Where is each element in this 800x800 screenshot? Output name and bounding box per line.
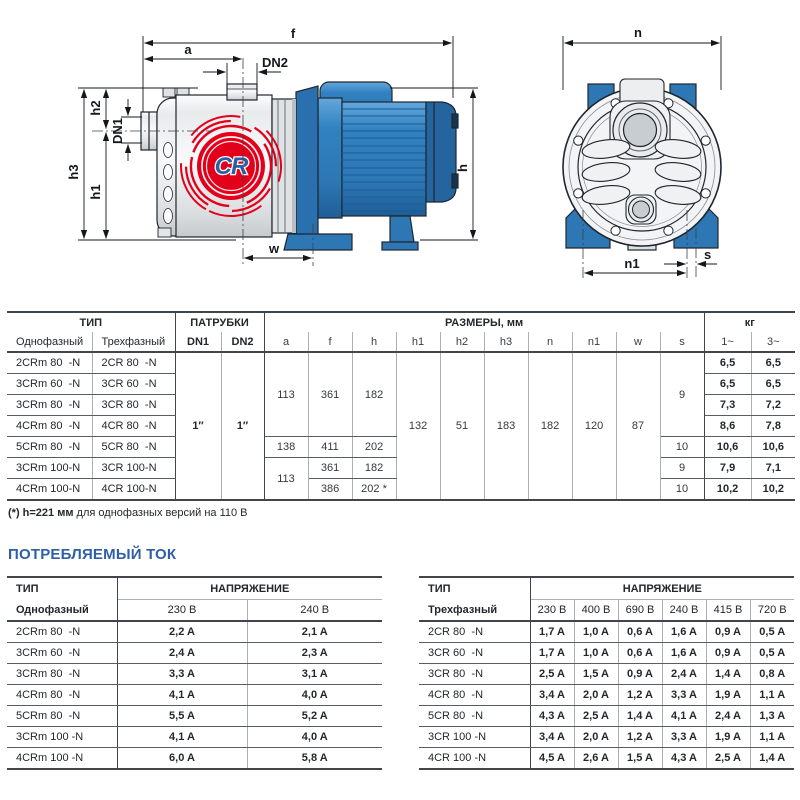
footnote-text: для однофазных версий на 110 В [73, 507, 248, 519]
dim-label-n1: n1 [624, 256, 640, 271]
current-value: 6,0 A [117, 748, 247, 770]
current-value: 5,5 A [117, 706, 247, 727]
current-value: 2,3 A [247, 643, 382, 664]
type-header-cell [7, 577, 117, 621]
col-group-ports: ПАТРУБКИ [175, 312, 264, 332]
volt-col: 400 В [574, 600, 618, 621]
type-cell: 4CRm 80 -N [7, 685, 117, 706]
col-kg3: 3~ [751, 332, 795, 352]
type-cell: 2CR 80 -N [419, 621, 530, 643]
col-s: s [660, 332, 704, 352]
current-value: 2,1 A [247, 621, 382, 643]
dim-label-n: n [634, 25, 642, 40]
col-f: f [308, 332, 352, 352]
dim-value-n1: 120 [572, 352, 616, 500]
current-value: 2,6 A [574, 748, 618, 770]
kg-value: 7,8 [751, 416, 795, 437]
group-header-row [7, 312, 795, 332]
pump-side-view-drawing [0, 0, 546, 302]
dim-label-dn1: DN1 [110, 117, 125, 145]
table-row [419, 621, 794, 643]
type-cell: 3CRm 100-N [7, 458, 92, 479]
table-row [7, 664, 382, 685]
dim-label-h2: h2 [88, 100, 103, 116]
table-row [7, 352, 795, 374]
technical-drawings [0, 0, 800, 302]
current-value: 4,0 A [247, 685, 382, 706]
current-value: 3,4 A [530, 727, 574, 748]
col-group-sizes: РАЗМЕРЫ, мм [264, 312, 704, 332]
dn2-value: 1″ [221, 352, 264, 500]
volt-col: 230 В [530, 600, 574, 621]
current-value: 2,4 A [706, 706, 750, 727]
dim-value-s: 10 [660, 437, 704, 458]
current-value: 0,5 A [750, 643, 794, 664]
current-value: 1,6 A [662, 621, 706, 643]
current-value: 1,2 A [618, 727, 662, 748]
drain-plug [626, 195, 656, 224]
kg-value: 7,1 [751, 458, 795, 479]
dn1-value: 1″ [175, 352, 221, 500]
pump-assembly [141, 82, 458, 250]
current-value: 0,6 A [618, 621, 662, 643]
current-value: 0,9 A [706, 621, 750, 643]
dim-value-f: 386 [308, 479, 352, 501]
type-cell: 4CRm 80 -N [7, 416, 92, 437]
kg-value: 6,5 [751, 352, 795, 374]
dim-label-h1: h1 [88, 184, 103, 200]
kg-value: 8,6 [704, 416, 751, 437]
table-footnote [8, 507, 800, 519]
col-dn2: DN2 [221, 332, 264, 352]
type-cell: 4CRm 100-N [7, 479, 92, 501]
table-row [419, 685, 794, 706]
current-value: 0,8 A [750, 664, 794, 685]
dim-value-s: 9 [660, 458, 704, 479]
col-w: w [616, 332, 660, 352]
pump-front-assembly [563, 79, 721, 250]
table-row [7, 748, 382, 770]
kg-value: 7,2 [751, 395, 795, 416]
dim-value-s: 9 [660, 352, 704, 437]
current-value: 4,3 A [662, 748, 706, 770]
type-cell: 5CRm 80 -N [7, 437, 92, 458]
type-cell: 5CR 80 -N [419, 706, 530, 727]
col-group-kg: кг [744, 316, 755, 329]
current-value: 1,1 A [750, 727, 794, 748]
col-group-type: ТИП [7, 312, 175, 332]
current-value: 2,2 A [117, 621, 247, 643]
col-n1: n1 [572, 332, 616, 352]
current-value: 1,9 A [706, 727, 750, 748]
col-h: h [352, 332, 396, 352]
table-row [419, 727, 794, 748]
type-cell: 3CR 100-N [92, 458, 175, 479]
table-row [419, 748, 794, 770]
single-phase-current-table [7, 576, 382, 770]
voltage-group-header: НАПРЯЖЕНИЕ [117, 577, 382, 600]
current-value: 1,1 A [750, 685, 794, 706]
dim-value-w: 87 [616, 352, 660, 500]
current-value: 0,9 A [618, 664, 662, 685]
current-consumption-tables [7, 576, 800, 770]
current-value: 2,5 A [530, 664, 574, 685]
type-cell: 4CR 80 -N [92, 416, 175, 437]
dim-value-h: 182 [352, 458, 396, 479]
sub-header-row [7, 332, 795, 352]
kg-value: 10,2 [751, 479, 795, 501]
current-value: 5,8 A [247, 748, 382, 770]
dim-value-s: 10 [660, 479, 704, 501]
kg-value: 10,6 [704, 437, 751, 458]
phase-label: Трехфазный [428, 604, 498, 616]
kg-value: 10,2 [704, 479, 751, 501]
table-row [419, 643, 794, 664]
current-value: 1,4 A [750, 748, 794, 770]
table-row [7, 727, 382, 748]
current-value: 3,3 A [662, 727, 706, 748]
dim-label-w: w [268, 241, 280, 256]
dim-label-h3: h3 [66, 164, 81, 180]
dim-value-h3: 183 [484, 352, 528, 500]
volt-col: 415 В [706, 600, 750, 621]
current-value: 3,3 A [117, 664, 247, 685]
current-value: 1,4 A [706, 664, 750, 685]
kg-value: 7,3 [704, 395, 751, 416]
col-n: n [528, 332, 572, 352]
col-kg1: 1~ [704, 332, 751, 352]
col-single-phase: Однофазный [7, 332, 92, 352]
current-value: 0,5 A [750, 621, 794, 643]
motor [318, 82, 458, 250]
type-cell: 3CRm 80 -N [7, 664, 117, 685]
table-row [7, 643, 382, 664]
col-a: a [264, 332, 308, 352]
dim-value-h1: 132 [396, 352, 440, 500]
type-cell: 3CRm 60 -N [7, 374, 92, 395]
kg-value: 7,9 [704, 458, 751, 479]
current-value: 1,5 A [618, 748, 662, 770]
current-value: 4,1 A [662, 706, 706, 727]
dim-value-h: 202 * [352, 479, 396, 501]
volt-col: 240 В [247, 600, 382, 621]
type-cell: 3CR 60 -N [92, 374, 175, 395]
type-cell: 2CRm 80 -N [7, 621, 117, 643]
dim-label-s: s [704, 247, 712, 262]
current-value: 1,4 A [618, 706, 662, 727]
current-value: 1,7 A [530, 621, 574, 643]
current-value: 1,3 A [750, 706, 794, 727]
cr-logo-text: CR [214, 153, 248, 180]
type-cell: 3CRm 80 -N [7, 395, 92, 416]
current-value: 3,4 A [530, 685, 574, 706]
current-value: 1,6 A [662, 643, 706, 664]
type-cell: 3CR 80 -N [92, 395, 175, 416]
dim-value-f: 361 [308, 352, 352, 437]
volt-col: 690 В [618, 600, 662, 621]
current-value: 1,7 A [530, 643, 574, 664]
kg-value: 6,5 [704, 352, 751, 374]
voltage-group-header: НАПРЯЖЕНИЕ [530, 577, 794, 600]
dim-value-f: 361 [308, 458, 352, 479]
type-cell: 3CRm 100 -N [7, 727, 117, 748]
motor-foot [390, 216, 414, 242]
type-cell: 3CR 60 -N [419, 643, 530, 664]
current-value: 2,4 A [117, 643, 247, 664]
dimensions-table [7, 311, 795, 501]
type-cell: 3CR 80 -N [419, 664, 530, 685]
type-cell: 5CRm 80 -N [7, 706, 117, 727]
volt-col: 720 В [750, 600, 794, 621]
volt-col: 240 В [662, 600, 706, 621]
group-header-row [419, 577, 794, 600]
current-value: 3,1 A [247, 664, 382, 685]
group-header-row [7, 577, 382, 600]
dim-label-h: h [455, 164, 470, 172]
type-cell: 2CRm 80 -N [7, 352, 92, 374]
dim-label-dn2: DN2 [262, 55, 289, 70]
type-cell: 3CRm 60 -N [7, 643, 117, 664]
table-row [419, 664, 794, 685]
footnote-bold: (*) h=221 мм [8, 507, 74, 519]
col-dn1: DN1 [175, 332, 221, 352]
current-value: 1,2 A [618, 685, 662, 706]
dim-value-h2: 51 [440, 352, 484, 500]
type-cell: 2CR 80 -N [92, 352, 175, 374]
current-value: 1,5 A [574, 664, 618, 685]
current-value: 4,1 A [117, 685, 247, 706]
col-h3: h3 [484, 332, 528, 352]
current-value: 3,3 A [662, 685, 706, 706]
kg-value: 6,5 [751, 374, 795, 395]
current-value: 2,5 A [706, 748, 750, 770]
current-value: 1,0 A [574, 643, 618, 664]
phase-label: Однофазный [16, 604, 89, 616]
current-value: 2,0 A [574, 727, 618, 748]
current-value: 2,0 A [574, 685, 618, 706]
kg-value: 6,5 [704, 374, 751, 395]
dim-value-a: 113 [264, 352, 308, 437]
table-row [7, 621, 382, 643]
tip-label: ТИП [428, 583, 451, 595]
col-three-phase: Трехфазный [92, 332, 175, 352]
dim-value-h: 202 [352, 437, 396, 458]
current-value: 2,4 A [662, 664, 706, 685]
section-title: ПОТРЕБЛЯЕМЫЙ ТОК [8, 546, 177, 563]
table-row [7, 685, 382, 706]
type-cell: 4CR 100-N [92, 479, 175, 501]
three-phase-current-table [419, 576, 794, 770]
type-cell: 3CR 100 -N [419, 727, 530, 748]
delivery-port [227, 84, 257, 100]
dim-value-a: 138 [264, 437, 308, 458]
type-cell: 4CRm 100 -N [7, 748, 117, 770]
current-value: 0,9 A [706, 643, 750, 664]
table-row [7, 706, 382, 727]
volt-col: 230 В [117, 600, 247, 621]
current-value: 4,3 A [530, 706, 574, 727]
current-value: 4,5 A [530, 748, 574, 770]
current-value: 1,9 A [706, 685, 750, 706]
current-value: 2,5 A [574, 706, 618, 727]
table-row [419, 706, 794, 727]
type-cell: 5CR 80 -N [92, 437, 175, 458]
current-value: 4,1 A [117, 727, 247, 748]
dim-value-n: 182 [528, 352, 572, 500]
current-value: 5,2 A [247, 706, 382, 727]
current-value: 0,6 A [618, 643, 662, 664]
type-header-cell [419, 577, 530, 621]
current-value: 1,0 A [574, 621, 618, 643]
col-h2: h2 [440, 332, 484, 352]
dim-value-h: 182 [352, 352, 396, 437]
dim-value-a: 113 [264, 458, 308, 501]
tip-label: ТИП [16, 583, 39, 595]
col-h1: h1 [396, 332, 440, 352]
dim-label-f: f [290, 26, 296, 41]
kg-value: 10,6 [751, 437, 795, 458]
type-cell: 4CR 80 -N [419, 685, 530, 706]
type-cell: 4CR 100 -N [419, 748, 530, 770]
dim-value-f: 411 [308, 437, 352, 458]
current-value: 4,0 A [247, 727, 382, 748]
pump-front-view-drawing [546, 0, 800, 302]
dim-label-a: a [184, 42, 192, 57]
